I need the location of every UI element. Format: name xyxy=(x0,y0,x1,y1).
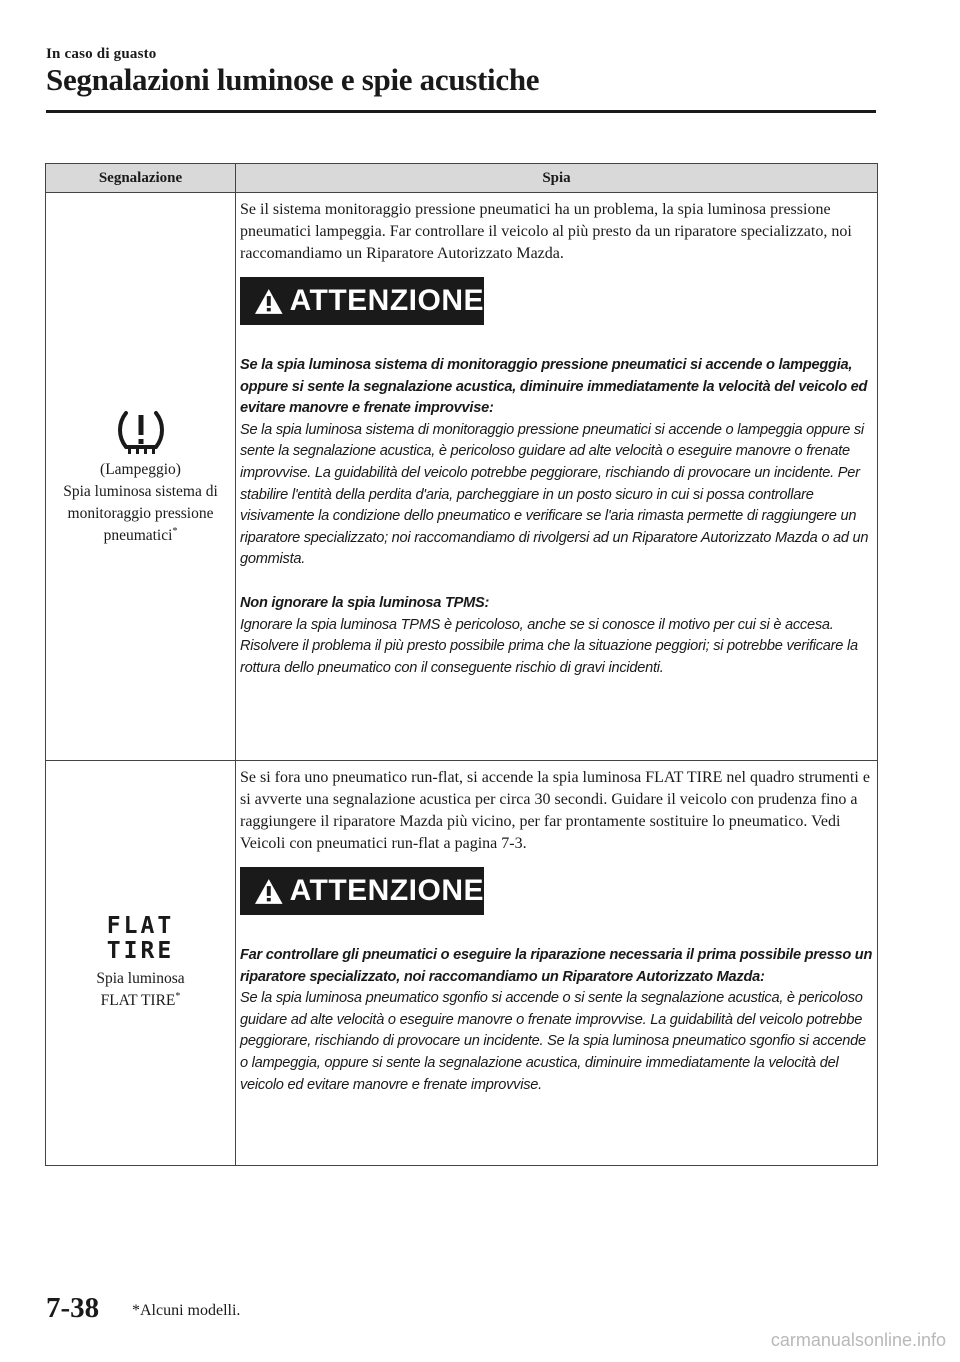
warning-text: Se la spia luminosa sistema di monitoraggio pressione pneumatici si accende o lampeggia oppure si sente la segnalazione acustica, è pericoloso guidare ad alte velocità o eseguire manovre o frenate improvvise. La guidabilità del veicolo potrebbe peggiorare, rischiando di provocare un incidente. Per stabilire l'entità della perdita d'aria, parcheggiare in un posto sicuro in cui si possa controllare visivamente la condizione dello pneumatico e verificare se l'aria rimasta permette di raggiungere un riparatore specializzato; noi raccomandiamo di rivolgersi ad un Riparatore Autorizzato Mazda o ad un gommista. xyxy=(240,421,869,568)
section-label: In caso di guasto xyxy=(46,46,157,62)
warning-heading: Se la spia luminosa sistema di monitoraggio pressione pneumatici si accende o lampeggia, oppure si sente la segnalazione acustica, diminuire immediatamente la velocità del veicolo ed evitare manovre e frenate improvvise: xyxy=(240,357,868,417)
footnote-mark: * xyxy=(172,525,178,537)
page-title: Segnalazioni luminose e spie acustiche xyxy=(46,62,540,97)
watermark: carmanualsonline.info xyxy=(770,1330,946,1350)
title-rule xyxy=(46,110,876,113)
signal-caption: Spia luminosa sistema di xyxy=(63,482,218,500)
table-header xyxy=(46,164,877,193)
page-number: 7-38 xyxy=(46,1292,100,1324)
warning-heading: Non ignorare la spia luminosa TPMS: xyxy=(240,594,490,611)
description-cell xyxy=(236,193,877,760)
signal-caption: FLAT TIRE* xyxy=(100,990,181,1009)
column-header-light: Spia xyxy=(542,169,571,186)
flat-tire-icon: FLAT TIRE xyxy=(106,913,175,964)
attention-label: ATTENZIONE xyxy=(289,874,484,907)
warning-heading: Far controllare gli pneumatici o eseguire la riparazione necessaria il prima possibile presso un riparatore specializzato, noi raccomandiamo un Riparatore Autorizzato Mazda: xyxy=(240,947,873,985)
signal-cell xyxy=(46,193,236,760)
tpms-warning-icon xyxy=(114,407,168,455)
description-cell xyxy=(236,761,877,1165)
column-header-signal: Segnalazione xyxy=(46,164,236,192)
warning-triangle-icon xyxy=(254,288,284,315)
attention-badge xyxy=(240,867,484,915)
table-row xyxy=(46,193,877,761)
table-row xyxy=(46,761,877,1165)
warning-text: Se la spia luminosa pneumatico sgonfio si accende o si sente la segnalazione acustica, è pericoloso guidare ad alte velocità o eseguire manovre o frenate improvvise. La guidabilità del veicolo potrebbe peggiorare, rischiando di provocare un incidente. Se la spia luminosa pneumatico sgonfio si accende o lampeggia, oppure si sente la segnalazione acustica, diminuire immediatamente la velocità del veicolo ed evitare manovre e frenate improvvise. xyxy=(240,990,866,1093)
warning-text: Ignorare la spia luminosa TPMS è pericoloso, anche se si conosce il motivo per cui si è accesa. Risolvere il problema il più presto possibile prima che la situazione peggiori; si potrebbe verificare la rottura dello pneumatico con il conseguente rischio di gravi incidenti. xyxy=(240,616,858,676)
footnote-mark: * xyxy=(175,990,181,1002)
footnote: *Alcuni modelli. xyxy=(132,1302,241,1319)
warning-triangle-icon xyxy=(254,878,284,905)
signal-caption: pneumatici* xyxy=(103,525,178,544)
description-text: Se si fora uno pneumatico run-flat, si accende la spia luminosa FLAT TIRE nel quadro strumenti e si avverte una segnalazione acustica per circa 30 secondi. Guidare il veicolo con prudenza fino a raggiungere il riparatore Mazda più vicino, per far prontamente sostituire lo pneumatico. Vedi Veicoli con pneumatici run-flat a pagina 7-3. xyxy=(240,769,870,852)
signal-cell xyxy=(46,761,236,1165)
description-text: Se il sistema monitoraggio pressione pneumatici ha un problema, la spia luminosa pressione pneumatici lampeggia. Far controllare il veicolo al più presto da un riparatore specializzato, noi raccomandiamo un Riparatore Autorizzato Mazda. xyxy=(240,201,852,262)
attention-label: ATTENZIONE xyxy=(289,284,484,317)
warning-lights-table xyxy=(45,163,878,1166)
signal-caption: monitoraggio pressione xyxy=(67,504,214,522)
signal-caption: (Lampeggio) xyxy=(100,460,181,478)
signal-caption: Spia luminosa xyxy=(96,970,185,987)
attention-badge xyxy=(240,277,484,325)
